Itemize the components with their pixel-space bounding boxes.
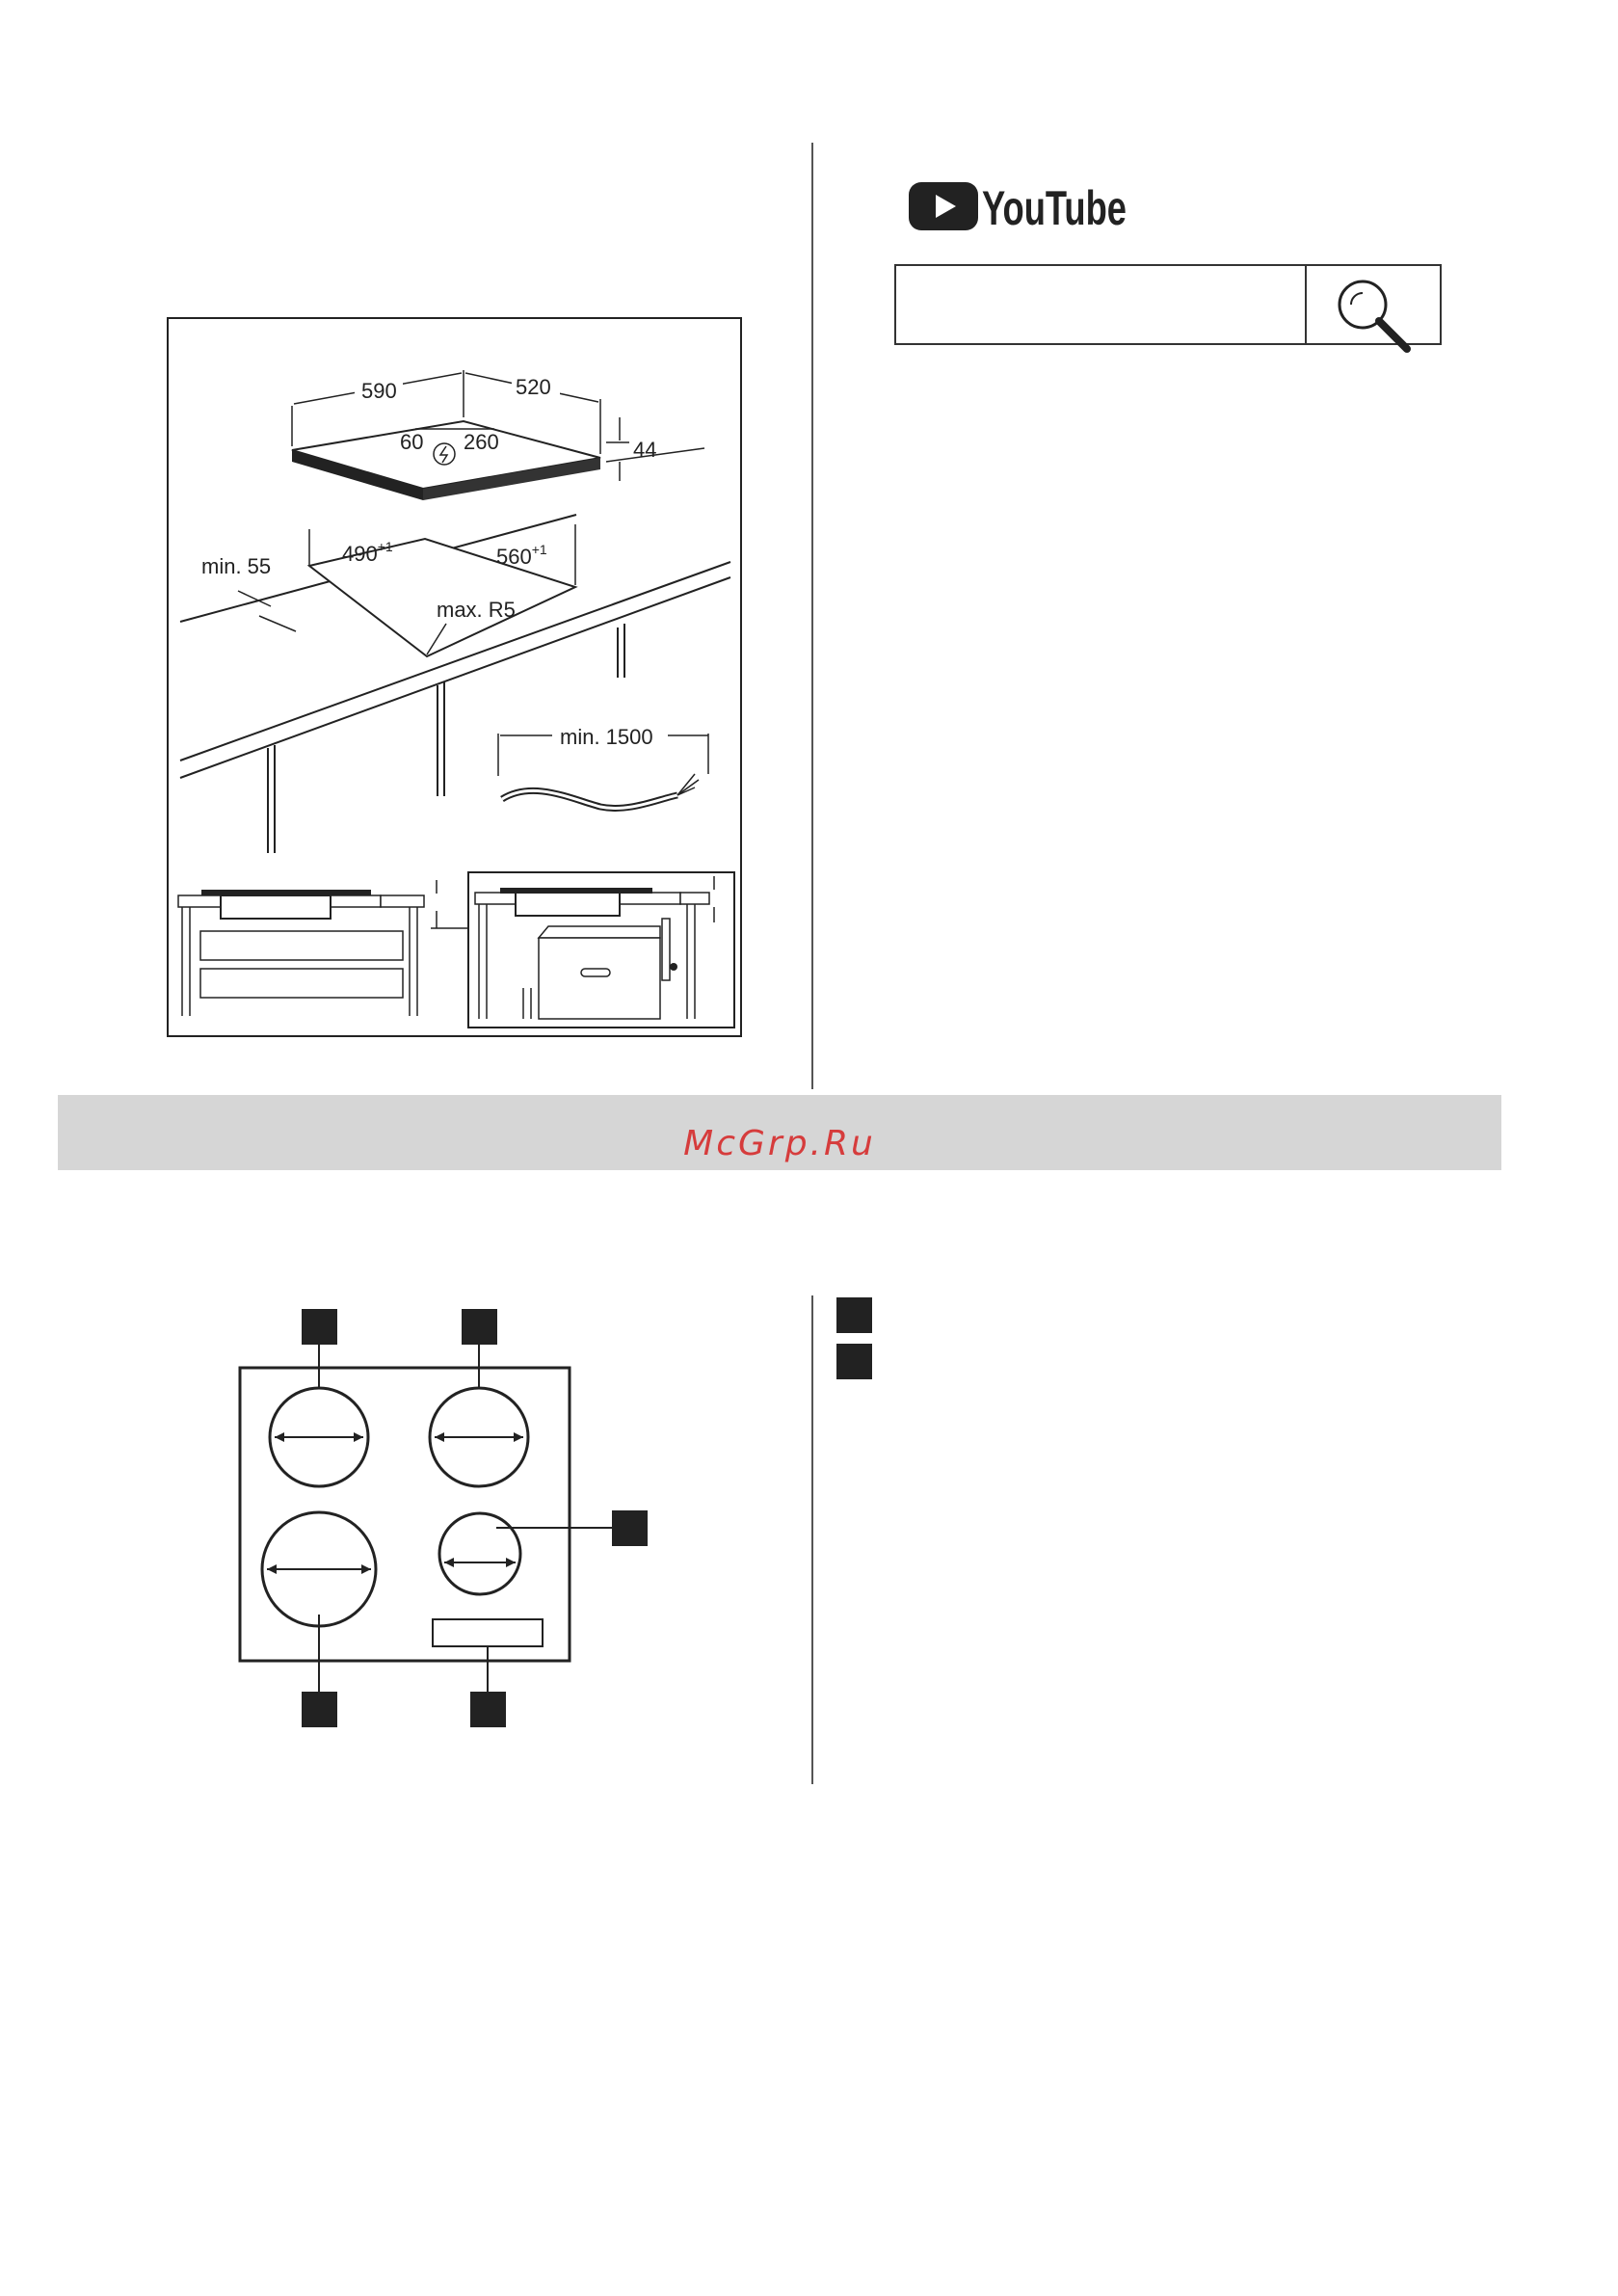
installation-diagram	[167, 317, 742, 1037]
search-icon	[1307, 266, 1442, 368]
callout-marker	[470, 1692, 506, 1727]
legend-marker	[836, 1297, 872, 1333]
dim-width-label: 590	[361, 379, 397, 403]
callout-marker	[302, 1309, 337, 1345]
search-box[interactable]	[894, 264, 1442, 345]
cable-length-label: min. 1500	[560, 725, 653, 749]
watermark-text: McGrp.Ru	[683, 1124, 876, 1163]
cutout-width-label: $490^{+1}$	[342, 539, 393, 566]
cutout-depth-label: $560^{+1}$	[496, 542, 547, 569]
search-button[interactable]	[1305, 266, 1440, 343]
legend-marker	[836, 1344, 872, 1379]
cooking-zones-diagram	[234, 1306, 658, 1730]
min-edge-label: min. 55	[201, 554, 272, 578]
youtube-logo-text: YouTube	[982, 181, 1127, 235]
dim-left-label: 60	[400, 430, 424, 454]
youtube-logo	[909, 180, 1128, 235]
max-radius-label: max. R5	[437, 598, 516, 622]
callout-marker	[462, 1309, 497, 1345]
dim-height-label: 44	[633, 438, 657, 462]
section-banner	[58, 1095, 1501, 1170]
dim-depth-label: 520	[516, 375, 551, 399]
callout-marker	[612, 1510, 648, 1546]
column-divider-top	[811, 143, 813, 1089]
column-divider-bottom	[811, 1295, 813, 1784]
callout-marker	[302, 1692, 337, 1727]
dim-right-label: 260	[464, 430, 499, 454]
